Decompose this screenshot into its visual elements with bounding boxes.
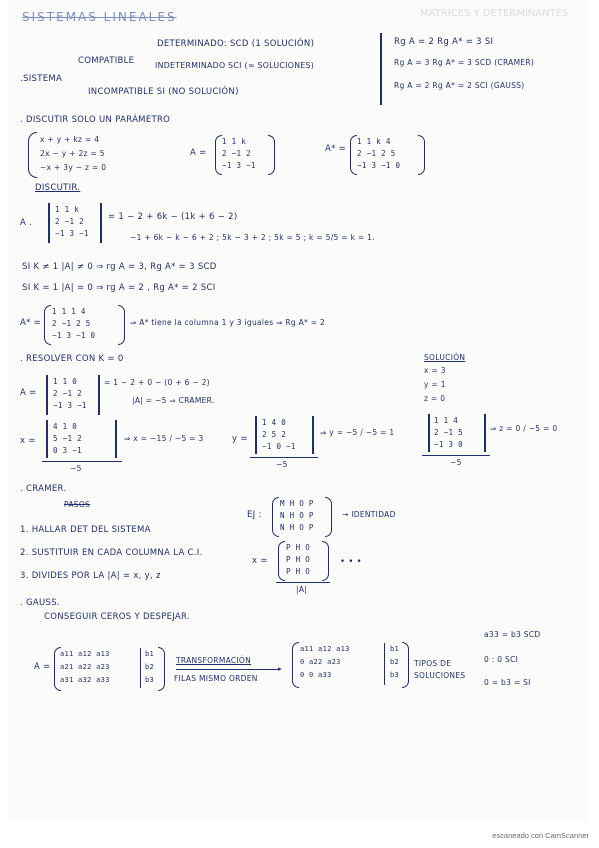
gauss-a-augment-bar bbox=[140, 648, 141, 688]
cramer-x-label: x = bbox=[20, 436, 36, 446]
det-expansion-1: = 1 − 2 + 6k − (1k + 6 − 2) bbox=[108, 212, 238, 222]
case-k-not-1: SI K ≠ 1 |A| ≠ 0 ⇒ rg A = 3, Rg A* = 3 SCD bbox=[22, 262, 217, 272]
cramer-continuation-dots: • • • bbox=[340, 557, 362, 567]
case-k-eq-1: SI K = 1 |A| = 0 ⇒ rg A = 2 , Rg A* = 2 SCI bbox=[22, 283, 216, 293]
cramer-x-fraction-line bbox=[42, 461, 122, 462]
gauss-u-row-3: 0 0 a33 bbox=[300, 671, 332, 679]
gauss-subtitle: CONSEGUIR CEROS Y DESPEJAR. bbox=[44, 612, 190, 622]
astar-k-row-1: 1 1 1 4 bbox=[52, 307, 86, 316]
det-row-1: 1 1 k bbox=[55, 205, 80, 214]
equation-2: 2x − y + 2z = 5 bbox=[40, 149, 105, 158]
gauss-u-augment-bar bbox=[384, 643, 385, 685]
matrix-a-left-bracket bbox=[215, 135, 222, 175]
matrix-a-label: A = bbox=[190, 148, 207, 158]
gauss-type-scd: a33 = b3 SCD bbox=[484, 630, 541, 639]
gauss-arrow-head: ▸ bbox=[278, 664, 283, 673]
cramer-y-left-bar bbox=[255, 416, 257, 454]
gauss-arrow-bottom-label: FILAS MISMO ORDEN bbox=[174, 674, 258, 683]
cramer-example-row-1: M H O P bbox=[280, 499, 314, 508]
cramer-example-note: → IDENTIDAD bbox=[342, 510, 396, 519]
gauss-a-right-bracket bbox=[158, 647, 165, 691]
cramer-y-fraction-line bbox=[250, 457, 318, 458]
gauss-b-1: b1 bbox=[145, 650, 155, 658]
gauss-u-left-bracket bbox=[292, 642, 299, 688]
gauss-u-right-bracket bbox=[402, 642, 409, 688]
cramer-x-right-bar bbox=[115, 420, 117, 458]
cramer-x-general-left-bracket bbox=[278, 541, 285, 581]
determinado-label: DETERMINADO: SCD (1 SOLUCIÓN) bbox=[157, 39, 315, 49]
cramer-example-left-bracket bbox=[272, 497, 279, 537]
cramer-y-label: y = bbox=[232, 434, 248, 444]
cramer-z-row-1: 1 1 4 bbox=[434, 416, 459, 425]
cramer-example-label: EJ : bbox=[247, 510, 262, 520]
matrix-astar-row-2: 2 −1 2 5 bbox=[357, 149, 396, 158]
det-row-3: −1 3 −1 bbox=[55, 229, 89, 238]
cramer-x-denominator: −5 bbox=[70, 464, 82, 473]
astar-k-row-3: −1 3 −1 0 bbox=[52, 331, 96, 340]
scanner-footer bbox=[0, 822, 599, 848]
cramer-x-left-bar bbox=[46, 420, 48, 458]
cramer-x-row-2: 5 −1 2 bbox=[53, 434, 82, 443]
matrix-astar-row-3: −1 3 −1 0 bbox=[357, 161, 401, 170]
equation-3: −x + 3y − z = 0 bbox=[40, 163, 107, 172]
rank-rule-1: Rg A = 2 Rg A* = 3 SI bbox=[394, 37, 494, 47]
astar-k-note: ⇒ A* tiene la columna 1 y 3 iguales ⇒ Rg A* = 2 bbox=[130, 318, 326, 327]
cramer-x-general-label: x = bbox=[252, 556, 268, 566]
solve-a-row-1: 1 1 0 bbox=[53, 377, 78, 386]
cramer-z-denominator: −5 bbox=[450, 458, 462, 467]
det-row-2: 2 −1 2 bbox=[55, 217, 84, 226]
rank-rule-3: Rg A = 2 Rg A* = 2 SCI (GAUSS) bbox=[394, 81, 525, 90]
cramer-example-row-2: N H O P bbox=[280, 511, 314, 520]
gauss-bu-1: b1 bbox=[390, 645, 400, 653]
cramer-y-right-bar bbox=[312, 416, 314, 454]
solution-title: SOLUCIÓN bbox=[424, 353, 466, 362]
gauss-b-3: b3 bbox=[145, 676, 155, 684]
gauss-a-row-1: a11 a12 a13 bbox=[60, 650, 110, 658]
cramer-x-general-right-bracket bbox=[322, 541, 329, 581]
cramer-x-result: ⇒ x = −15 / −5 = 3 bbox=[124, 434, 204, 443]
equation-brace bbox=[28, 132, 37, 178]
matrix-a-right-bracket bbox=[268, 135, 275, 175]
gauss-b-2: b2 bbox=[145, 663, 155, 671]
solve-a-row-3: −1 3 −1 bbox=[53, 401, 87, 410]
cramer-y-row-1: 1 4 0 bbox=[262, 418, 287, 427]
equation-1: x + y + kz = 4 bbox=[40, 135, 100, 144]
cramer-z-left-bar bbox=[428, 414, 430, 452]
cramer-pasos: PASOS bbox=[64, 500, 91, 509]
gauss-bu-2: b2 bbox=[390, 658, 400, 666]
cramer-y-row-3: −1 0 −1 bbox=[262, 442, 296, 451]
matrix-a-row-3: −1 3 −1 bbox=[222, 161, 256, 170]
cramer-x-general-row-3: P H O bbox=[286, 567, 311, 576]
solution-x: x = 3 bbox=[424, 366, 446, 375]
cramer-heading: . CRAMER. bbox=[20, 484, 67, 494]
discutir-label: DISCUTIR. bbox=[35, 183, 81, 193]
cramer-x-row-3: 0 3 −1 bbox=[53, 446, 82, 455]
cramer-z-row-2: 2 −1 5 bbox=[434, 428, 463, 437]
det-expansion-2: −1 + 6k − k − 6 + 2 ; 5k − 3 + 2 ; 5k = 5 ; k = 5/5 = k = 1. bbox=[130, 233, 375, 242]
gauss-type-si: 0 = b3 = SI bbox=[484, 678, 531, 687]
cramer-step-1: 1. HALLAR DET DEL SISTEMA bbox=[20, 525, 151, 535]
solve-a-left-bar bbox=[46, 375, 48, 415]
cramer-z-fraction-line bbox=[422, 455, 490, 456]
cramer-x-general-row-1: P H O bbox=[286, 543, 311, 552]
solve-heading: . RESOLVER CON K = 0 bbox=[20, 354, 124, 364]
matrix-astar-label: A* = bbox=[325, 144, 347, 154]
gauss-heading: . GAUSS. bbox=[20, 598, 60, 608]
cramer-x-general-denominator: |A| bbox=[296, 585, 308, 594]
matrix-astar-left-bracket bbox=[350, 135, 357, 175]
gauss-a-row-2: a21 a22 a23 bbox=[60, 663, 110, 671]
matrix-a-row-2: 2 −1 2 bbox=[222, 149, 251, 158]
rank-rule-2: Rg A = 3 Rg A* = 3 SCD (CRAMER) bbox=[394, 58, 535, 67]
astar-k-left-bracket bbox=[44, 305, 51, 345]
solve-det-expansion: = 1 − 2 + 0 − (0 + 6 − 2) bbox=[104, 378, 210, 387]
gauss-types-label: TIPOS DE SOLUCIONES bbox=[414, 659, 466, 680]
matrix-astar-right-bracket bbox=[418, 135, 425, 175]
astar-k-label: A* = bbox=[20, 318, 42, 328]
matrix-a-row-1: 1 1 k bbox=[222, 137, 247, 146]
rank-divider bbox=[380, 33, 382, 105]
cramer-z-result: ⇒ z = 0 / −5 = 0 bbox=[490, 424, 558, 433]
gauss-type-sci: 0 : 0 SCI bbox=[484, 655, 519, 664]
cramer-example-row-3: N H O P bbox=[280, 523, 314, 532]
solve-a-label: A = bbox=[20, 388, 37, 398]
cramer-z-row-3: −1 3 0 bbox=[434, 440, 463, 449]
gauss-a-row-3: a31 a32 a33 bbox=[60, 676, 110, 684]
sistema-label: .SISTEMA bbox=[20, 74, 63, 84]
cramer-y-row-2: 2 5 2 bbox=[262, 430, 287, 439]
solve-a-row-2: 2 −1 2 bbox=[53, 389, 82, 398]
cramer-x-general-row-2: P H O bbox=[286, 555, 311, 564]
det-left-bar bbox=[48, 203, 50, 243]
solve-a-right-bar bbox=[98, 375, 100, 415]
astar-k-row-2: 2 −1 2 5 bbox=[52, 319, 91, 328]
page-title: SISTEMAS LINEALES bbox=[22, 10, 177, 24]
gauss-bu-3: b3 bbox=[390, 671, 400, 679]
gauss-arrow-top-label: TRANSFORMACIÓN bbox=[176, 656, 252, 665]
solution-z: z = 0 bbox=[424, 394, 446, 403]
cramer-y-denominator: −5 bbox=[276, 460, 288, 469]
compatible-label: COMPATIBLE bbox=[78, 56, 135, 66]
det-label: A . bbox=[20, 218, 33, 228]
matrix-astar-row-1: 1 1 k 4 bbox=[357, 137, 391, 146]
gauss-u-row-1: a11 a12 a13 bbox=[300, 645, 350, 653]
solution-y: y = 1 bbox=[424, 380, 446, 389]
gauss-a-label: A = bbox=[34, 662, 51, 672]
solve-det-result: |A| = −5 ⇒ CRAMER. bbox=[132, 396, 215, 405]
cramer-y-result: ⇒ y = −5 / −5 = 1 bbox=[320, 428, 395, 437]
cramer-step-3: 3. DIVIDES POR LA |A| = x, y, z bbox=[20, 571, 161, 581]
scanner-watermark: escaneado con CamScanner bbox=[492, 831, 589, 840]
gauss-transform-arrow bbox=[176, 669, 280, 670]
cramer-z-right-bar bbox=[484, 414, 486, 452]
cramer-example-right-bracket bbox=[325, 497, 332, 537]
gauss-u-row-2: 0 a22 a23 bbox=[300, 658, 341, 666]
cramer-x-general-fraction-line bbox=[276, 582, 330, 583]
indeterminado-label: INDETERMINADO SCI (∞ SOLUCIONES) bbox=[155, 61, 315, 70]
ghost-header: MATRICES Y DETERMINANTES bbox=[420, 8, 569, 19]
cramer-step-2: 2. SUSTITUIR EN CADA COLUMNA LA C.I. bbox=[20, 548, 203, 558]
astar-k-right-bracket bbox=[118, 305, 125, 345]
det-right-bar bbox=[100, 203, 102, 243]
discuss-heading: . DISCUTIR SOLO UN PARÁMETRO bbox=[20, 115, 171, 125]
cramer-x-row-1: 4 1 0 bbox=[53, 422, 78, 431]
incompatible-label: INCOMPATIBLE SI (NO SOLUCIÓN) bbox=[88, 87, 239, 97]
